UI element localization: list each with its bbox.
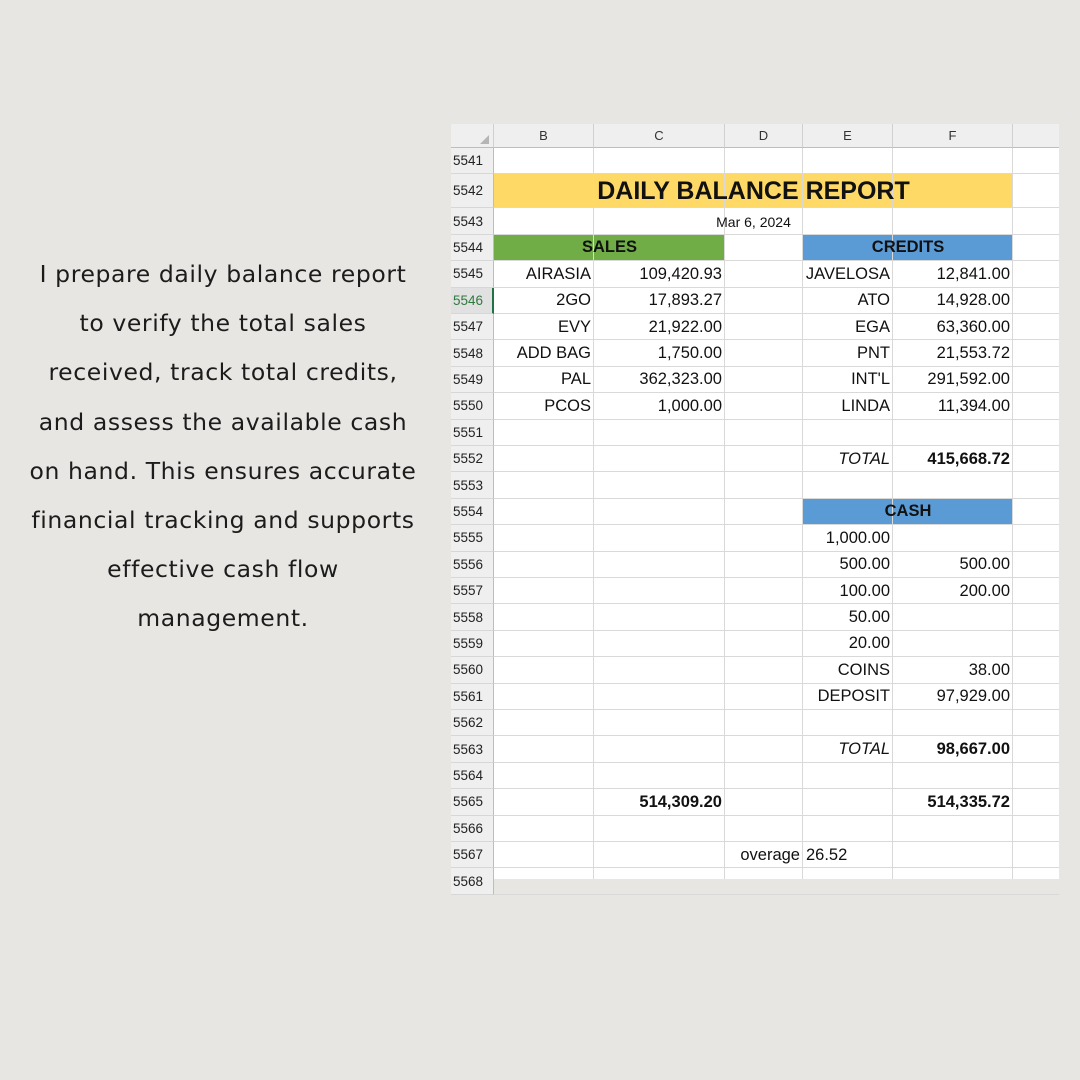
description-line: financial tracking and supports [31,506,415,535]
sales-amount-cell[interactable]: 17,893.27 [648,291,722,310]
row-header-5566[interactable]: 5566 [451,816,494,842]
row-header-5547[interactable]: 5547 [451,314,494,340]
row-header-5554[interactable]: 5554 [451,499,494,525]
sales-amount-cell[interactable]: 362,323.00 [639,370,722,389]
row-header-5548[interactable]: 5548 [451,340,494,366]
column-header-b[interactable]: B [494,124,594,148]
cash-amount-cell[interactable]: 38.00 [968,660,1010,679]
cash-label-cell[interactable]: 500.00 [839,555,890,574]
cash-total-value[interactable]: 98,667.00 [936,740,1010,759]
row-header-5567[interactable]: 5567 [451,842,494,868]
cash-header: CASH [884,502,932,521]
row-header-5568[interactable]: 5568 [451,868,494,894]
sales-label-cell[interactable]: ADD BAG [516,344,591,363]
row-header-5546[interactable]: 5546 [451,288,494,314]
description-line: and assess the available cash [38,407,408,436]
description-line: I prepare daily balance report [39,260,407,288]
credits-cash-grand-total[interactable]: 514,335.72 [927,792,1010,811]
column-header-f[interactable]: F [893,124,1013,148]
cash-amount-cell[interactable]: 97,929.00 [936,687,1010,706]
row-header-5556[interactable]: 5556 [451,552,494,578]
description-line: management. [137,604,309,633]
credits-total-label[interactable]: TOTAL [838,449,890,468]
credits-label-cell[interactable]: EGA [855,317,890,336]
row-header-5555[interactable]: 5555 [451,525,494,551]
cash-label-cell[interactable]: 50.00 [848,608,890,627]
credits-header: CREDITS [871,238,945,257]
sales-header: SALES [581,238,637,257]
row-header-5559[interactable]: 5559 [451,631,494,657]
column-header-d[interactable]: D [725,124,803,148]
row-header-5562[interactable]: 5562 [451,710,494,736]
row-header-5553[interactable]: 5553 [451,472,494,498]
cash-label-cell[interactable]: COINS [837,660,890,679]
row-header-5560[interactable]: 5560 [451,657,494,683]
sales-amount-cell[interactable]: 21,922.00 [648,317,722,336]
credits-amount-cell[interactable]: 12,841.00 [936,264,1010,283]
row-gridline [494,630,1059,631]
cash-amount-cell[interactable]: 200.00 [959,581,1010,600]
row-header-5558[interactable]: 5558 [451,604,494,630]
sales-grand-total[interactable]: 514,309.20 [639,792,722,811]
row-header-5542[interactable]: 5542 [451,174,494,208]
row-header-5541[interactable]: 5541 [451,148,494,174]
spreadsheet-grid[interactable] [451,124,1059,889]
overage-label[interactable]: overage [740,845,800,864]
row-header-5543[interactable]: 5543 [451,208,494,234]
cash-amount-cell[interactable]: 500.00 [959,555,1010,574]
credits-label-cell[interactable]: INT'L [851,370,890,389]
sales-label-cell[interactable]: PCOS [544,396,591,415]
sales-label-cell[interactable]: EVY [557,317,591,336]
row-header-5563[interactable]: 5563 [451,736,494,762]
row-header-5550[interactable]: 5550 [451,393,494,419]
credits-amount-cell[interactable]: 11,394.00 [937,396,1010,415]
credits-label-cell[interactable]: PNT [857,344,890,363]
cash-label-cell[interactable]: 1,000.00 [825,528,890,547]
credits-amount-cell[interactable]: 63,360.00 [936,317,1010,336]
row-gridline [494,894,1059,895]
sales-amount-cell[interactable]: 109,420.93 [639,264,722,283]
overage-value[interactable]: 26.52 [806,845,848,864]
sales-label-cell[interactable]: PAL [561,370,591,389]
cash-total-label[interactable]: TOTAL [838,740,890,759]
select-all-corner[interactable] [451,124,494,148]
row-header-5564[interactable]: 5564 [451,763,494,789]
sales-amount-cell[interactable]: 1,750.00 [657,344,722,363]
row-header-5552[interactable]: 5552 [451,446,494,472]
column-header-g[interactable] [1013,124,1059,148]
description-line: received, track total credits, [48,358,398,387]
credits-label-cell[interactable]: ATO [857,291,890,310]
row-header-5544[interactable]: 5544 [451,235,494,261]
credits-total-value[interactable]: 415,668.72 [927,449,1010,468]
description-line: on hand. This ensures accurate [29,456,417,485]
cash-label-cell[interactable]: 100.00 [839,581,890,600]
report-date: Mar 6, 2024 [716,213,791,230]
row-header-5561[interactable]: 5561 [451,684,494,710]
sales-label-cell[interactable]: 2GO [556,291,591,310]
row-header-5545[interactable]: 5545 [451,261,494,287]
description-text [14,250,432,644]
row-header-5565[interactable]: 5565 [451,789,494,815]
row-header-5551[interactable]: 5551 [451,420,494,446]
sales-amount-cell[interactable]: 1,000.00 [657,396,722,415]
credits-label-cell[interactable]: JAVELOSA [805,264,890,283]
description-line: effective cash flow [107,555,339,584]
description-line: to verify the total sales [79,309,367,338]
sales-label-cell[interactable]: AIRASIA [525,264,591,283]
credits-amount-cell[interactable]: 291,592.00 [927,370,1010,389]
column-header-e[interactable]: E [803,124,893,148]
report-title: DAILY BALANCE REPORT [597,176,910,205]
row-header-5549[interactable]: 5549 [451,367,494,393]
credits-amount-cell[interactable]: 14,928.00 [936,291,1010,310]
row-header-5557[interactable]: 5557 [451,578,494,604]
cash-label-cell[interactable]: DEPOSIT [817,687,890,706]
credits-amount-cell[interactable]: 21,553.72 [936,344,1010,363]
credits-label-cell[interactable]: LINDA [841,396,890,415]
column-header-c[interactable]: C [594,124,725,148]
select-all-triangle-icon [480,135,489,144]
cash-label-cell[interactable]: 20.00 [848,634,890,653]
